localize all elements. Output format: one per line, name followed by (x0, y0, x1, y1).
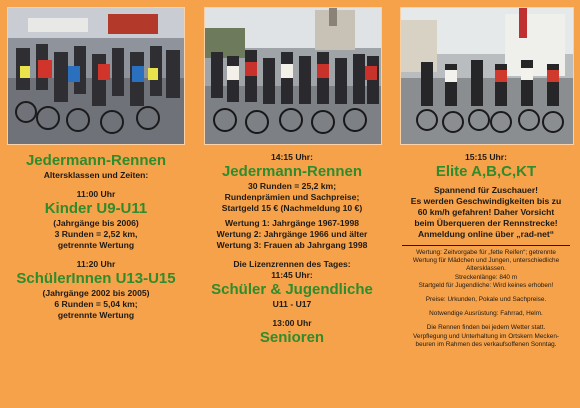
promo-line: Es werden Geschwindigkeiten bis zu (410, 196, 562, 206)
race-detail: Startgeld 15 € (Nachmeldung 10 €) (221, 203, 363, 213)
footer-line: beuren im Rahmen des verkaufsoffenen Sonntag. (415, 340, 557, 348)
column-jedermann-race (196, 0, 388, 408)
license-races-time: 11:45 Uhr: (271, 270, 313, 280)
photo-elite-race (400, 7, 574, 145)
elite-race-text (392, 152, 580, 349)
prizes-line: Preise: Urkunden, Pokale und Sachpreise. (425, 296, 547, 304)
race-time: 14:15 Uhr: (270, 152, 314, 162)
license-races-intro: Die Lizenzrennen des Tages: (233, 259, 351, 269)
schueler-title: SchülerInnen U13-U15 (16, 270, 176, 287)
note-line: Wertung: Zeitvorgabe für „fette Reifen“; getrennte (416, 249, 556, 256)
senioren-title: Senioren (259, 329, 325, 346)
equipment-line: Notwendige Ausrüstung: Fahrrad, Helm. (429, 310, 543, 318)
section-title-jedermann: Jedermann-Rennen (25, 152, 167, 169)
column-elite-race (392, 0, 580, 408)
promo-line: Anmeldung online über „rad-net“ (417, 229, 555, 239)
note-line: Altersklassen. (466, 265, 506, 273)
kinder-time: 11:00 Uhr (76, 189, 116, 199)
race-time: 15:15 Uhr: (464, 152, 508, 162)
schueler-detail: (Jahrgänge 2002 bis 2005) (42, 288, 150, 298)
footer-line: Verpflegung und Unterhaltung im Ortskern Mecken- (413, 332, 559, 340)
schueler-time: 11:20 Uhr (76, 259, 116, 269)
jedermann-race-text (196, 152, 388, 347)
age-classes-label: Altersklassen und Zeiten: (43, 170, 149, 180)
wertung-line: Wertung 1: Jahrgänge 1967-1998 (224, 218, 360, 228)
kinder-detail: 3 Runden = 2,52 km, (54, 229, 138, 239)
note-line: Startgeld für Jugendliche: Wird keines erhoben! (418, 281, 554, 289)
schueler-detail: 6 Runden = 5,04 km; (54, 299, 138, 309)
kinder-title: Kinder U9-U11 (44, 200, 148, 217)
divider (402, 245, 570, 246)
section-title-jedermann: Jedermann-Rennen (221, 163, 363, 180)
kids-races-text (0, 152, 192, 321)
race-detail: Rundenprämien und Sachpreise; (224, 192, 360, 202)
note-line: Wertung für Mädchen und Jungen, unterschiedliche (412, 257, 560, 265)
wertung-line: Wertung 2: Jahrgänge 1966 und älter (216, 229, 368, 239)
race-detail: 30 Runden = 25,2 km; (247, 181, 337, 191)
note-line: Streckenlänge: 840 m (454, 273, 518, 281)
kinder-detail: getrennte Wertung (57, 240, 135, 250)
promo-line: Spannend für Zuschauer! (433, 185, 539, 195)
senioren-time: 13:00 Uhr (272, 318, 312, 328)
elite-title: Elite A,B,C,KT (435, 163, 537, 180)
column-kids-races (0, 0, 192, 408)
promo-line: 60 km/h gefahren! Daher Vorsicht (417, 207, 555, 217)
footer-line: Die Rennen finden bei jedem Wetter statt. (426, 324, 546, 332)
wertung-line: Wertung 3: Frauen ab Jahrgang 1998 (216, 240, 368, 250)
photo-jedermann-race-start (204, 7, 382, 145)
license-races-class: U11 - U17 (272, 299, 312, 309)
photo-kids-race-start (7, 7, 185, 145)
schueler-detail: getrennte Wertung (57, 310, 135, 320)
kinder-detail: (Jahrgänge bis 2006) (53, 218, 139, 228)
license-races-title: Schüler & Jugendliche (211, 281, 373, 298)
promo-line: beim Überqueren der Rennstrecke! (414, 218, 558, 228)
